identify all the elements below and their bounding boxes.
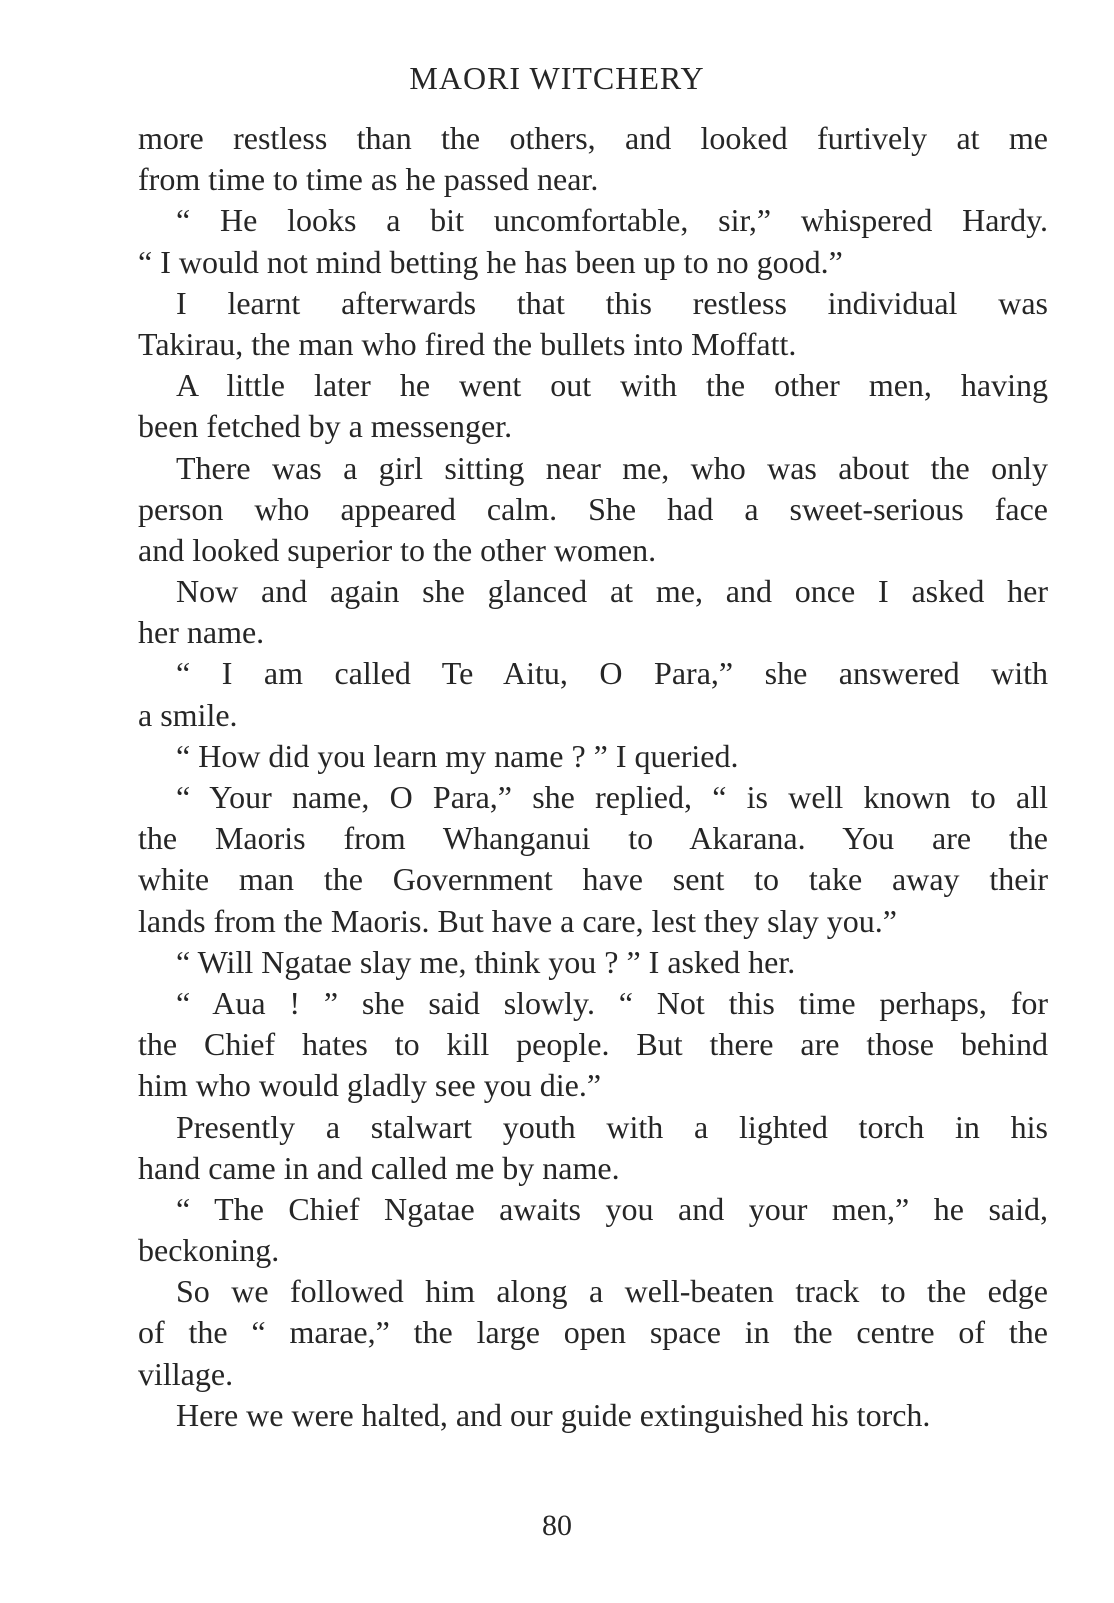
text-line: the Maoris from Whanganui to Akarana. You are the bbox=[138, 820, 1048, 857]
text-line: “ How did you learn my name ? ” I queried. bbox=[176, 737, 739, 774]
text-line: been fetched by a messenger. bbox=[138, 408, 513, 445]
text-line: him who would gladly see you die.” bbox=[138, 1067, 602, 1104]
text-line: and looked superior to the other women. bbox=[138, 531, 657, 568]
text-line: person who appeared calm. She had a sweet-serious face bbox=[138, 490, 1048, 527]
text-line: There was a girl sitting near me, who was about the only bbox=[176, 449, 1048, 486]
text-line: Presently a stalwart youth with a lighted torch in his bbox=[176, 1108, 1048, 1145]
text-line: hand came in and called me by name. bbox=[138, 1149, 620, 1186]
text-line: white man the Government have sent to take away their bbox=[138, 861, 1048, 898]
text-line: A little later he went out with the other men, having bbox=[176, 367, 1048, 404]
text-line: I learnt afterwards that this restless individual was bbox=[176, 284, 1048, 321]
body-text bbox=[138, 118, 1048, 1436]
text-line: village. bbox=[138, 1355, 234, 1392]
text-line: “ The Chief Ngatae awaits you and your men,” he said, bbox=[176, 1190, 1048, 1227]
running-head: MAORI WITCHERY bbox=[409, 60, 705, 96]
text-line: her name. bbox=[138, 614, 265, 651]
text-line: of the “ marae,” the large open space in the centre of the bbox=[138, 1314, 1048, 1351]
text-line: lands from the Maoris. But have a care, lest they slay you.” bbox=[138, 902, 897, 939]
text-line: the Chief hates to kill people. But there are those behind bbox=[138, 1026, 1048, 1063]
text-line: a smile. bbox=[138, 696, 238, 733]
text-line: Now and again she glanced at me, and once I asked her bbox=[176, 573, 1048, 610]
text-line: more restless than the others, and looked furtively at me bbox=[138, 120, 1048, 156]
text-line: “ He looks a bit uncomfortable, sir,” whispered Hardy. bbox=[176, 202, 1048, 239]
text-line: “ Your name, O Para,” she replied, “ is well known to all bbox=[176, 779, 1048, 815]
text-line: “ I would not mind betting he has been up to no good.” bbox=[138, 243, 843, 280]
text-line: from time to time as he passed near. bbox=[138, 161, 599, 198]
text-line: Takirau, the man who fired the bullets into Moffatt. bbox=[138, 325, 797, 362]
text-line: Here we were halted, and our guide extinguished his torch. bbox=[176, 1396, 931, 1433]
text-line: “ Will Ngatae slay me, think you ? ” I asked her. bbox=[176, 943, 796, 980]
page-number: 80 bbox=[542, 1509, 572, 1542]
text-line: “ I am called Te Aitu, O Para,” she answered with bbox=[176, 655, 1048, 692]
text-line: So we followed him along a well-beaten track to the edge bbox=[176, 1273, 1048, 1310]
text-line: beckoning. bbox=[138, 1232, 280, 1269]
text-line: “ Aua ! ” she said slowly. “ Not this time perhaps, for bbox=[176, 984, 1048, 1021]
